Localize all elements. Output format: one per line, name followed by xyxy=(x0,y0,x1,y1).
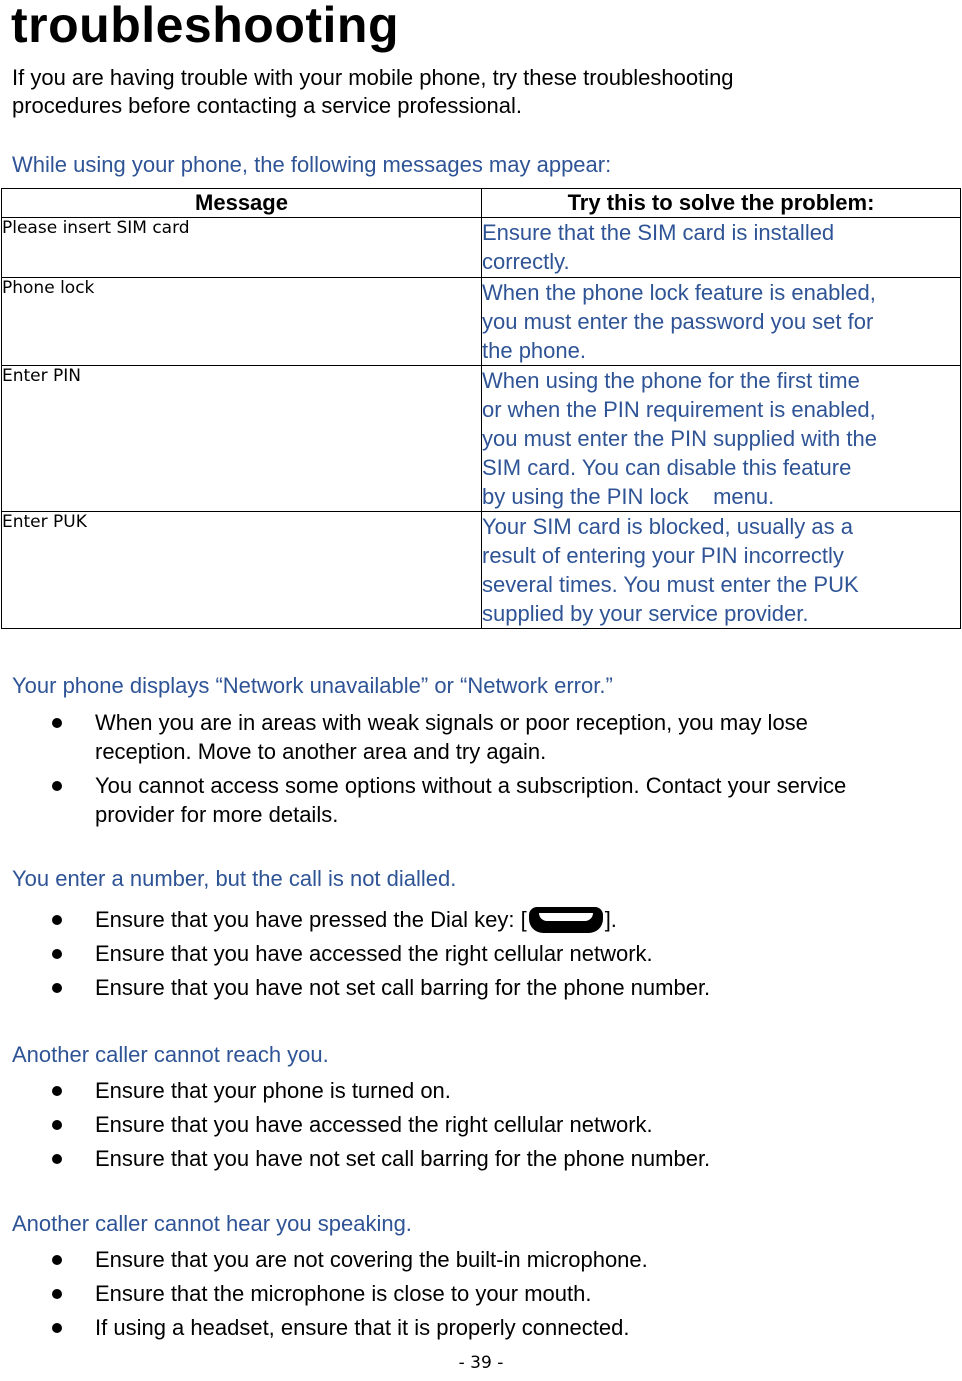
page-title: troubleshooting xyxy=(11,0,399,53)
solution-cell xyxy=(482,278,961,366)
solution-line: SIM card. You can disable this feature xyxy=(482,455,852,480)
bullet-icon xyxy=(52,1289,62,1299)
list-item: Ensure that you are not covering the built-in microphone. xyxy=(0,1245,962,1274)
intro-line: procedures before contacting a service professional. xyxy=(12,93,522,118)
message-cell: Enter PUK xyxy=(2,512,482,629)
page-number: - 39 - xyxy=(458,1353,504,1373)
bullet-icon xyxy=(52,1120,62,1130)
bullet-icon xyxy=(52,1255,62,1265)
list-item: Ensure that you have not set call barring for the phone number. xyxy=(0,973,962,1002)
cannot-hear-list xyxy=(0,1245,962,1342)
section-heading-cannot-hear: Another caller cannot hear you speaking. xyxy=(12,1211,412,1236)
solution-cell xyxy=(482,366,961,512)
solution-line: correctly. xyxy=(482,249,570,274)
bullet-icon xyxy=(52,718,62,728)
messages-table xyxy=(1,188,961,629)
intro-paragraph xyxy=(12,64,912,120)
solution-line: or when the PIN requirement is enabled, xyxy=(482,397,876,422)
table-row xyxy=(2,218,961,278)
solution-cell xyxy=(482,512,961,629)
solution-line: the phone. xyxy=(482,338,586,363)
section-heading-not-dialled: You enter a number, but the call is not dialled. xyxy=(12,866,457,891)
bullet-icon xyxy=(52,1323,62,1333)
bullet-icon xyxy=(52,915,62,925)
list-item: You cannot access some options without a subscription. Contact your service provider for more details. xyxy=(0,771,962,829)
solution-cell xyxy=(482,218,961,278)
cannot-reach-list xyxy=(0,1076,962,1173)
messages-intro: While using your phone, the following messages may appear: xyxy=(12,152,612,177)
message-cell: Enter PIN xyxy=(2,366,482,512)
bullet-icon xyxy=(52,781,62,791)
solution-line: you must enter the PIN supplied with the xyxy=(482,426,877,451)
solution-line: result of entering your PIN incorrectly xyxy=(482,543,844,568)
column-header-solution: Try this to solve the problem: xyxy=(482,189,961,218)
list-item: Ensure that you have accessed the right cellular network. xyxy=(0,939,962,968)
table-header-row xyxy=(2,189,961,218)
list-item: Ensure that you have accessed the right cellular network. xyxy=(0,1110,962,1139)
bullet-icon xyxy=(52,949,62,959)
table-row xyxy=(2,512,961,629)
list-item: Ensure that you have not set call barring for the phone number. xyxy=(0,1144,962,1173)
column-header-message: Message xyxy=(2,189,482,218)
intro-line: If you are having trouble with your mobile phone, try these troubleshooting xyxy=(12,65,734,90)
solution-line: you must enter the password you set for xyxy=(482,309,874,334)
solution-line: Ensure that the SIM card is installed xyxy=(482,220,835,245)
network-list xyxy=(0,708,962,829)
message-cell: Phone lock xyxy=(2,278,482,366)
dial-key-icon xyxy=(529,907,603,933)
bullet-icon xyxy=(52,1154,62,1164)
list-item: When you are in areas with weak signals or poor reception, you may lose reception. Move to another area and try again. xyxy=(0,708,962,766)
list-item: Ensure that the microphone is close to your mouth. xyxy=(0,1279,962,1308)
section-heading-network: Your phone displays “Network unavailable” or “Network error.” xyxy=(12,673,613,698)
not-dialled-list xyxy=(0,905,962,1002)
table-row xyxy=(2,366,961,512)
solution-line: When the phone lock feature is enabled, xyxy=(482,280,876,305)
solution-line: Your SIM card is blocked, usually as a xyxy=(482,514,853,539)
solution-line: When using the phone for the first time xyxy=(482,368,860,393)
bullet-icon xyxy=(52,1086,62,1096)
list-item: If using a headset, ensure that it is properly connected. xyxy=(0,1313,962,1342)
list-item: Ensure that your phone is turned on. xyxy=(0,1076,962,1105)
message-cell: Please insert SIM card xyxy=(2,218,482,278)
solution-line: several times. You must enter the PUK xyxy=(482,572,859,597)
solution-line: supplied by your service provider. xyxy=(482,601,809,626)
list-item: Ensure that you have pressed the Dial key: [ ]. xyxy=(0,905,962,934)
bullet-icon xyxy=(52,983,62,993)
table-row xyxy=(2,278,961,366)
section-heading-cannot-reach: Another caller cannot reach you. xyxy=(12,1042,329,1067)
solution-line: by using the PIN lock menu. xyxy=(482,484,775,509)
